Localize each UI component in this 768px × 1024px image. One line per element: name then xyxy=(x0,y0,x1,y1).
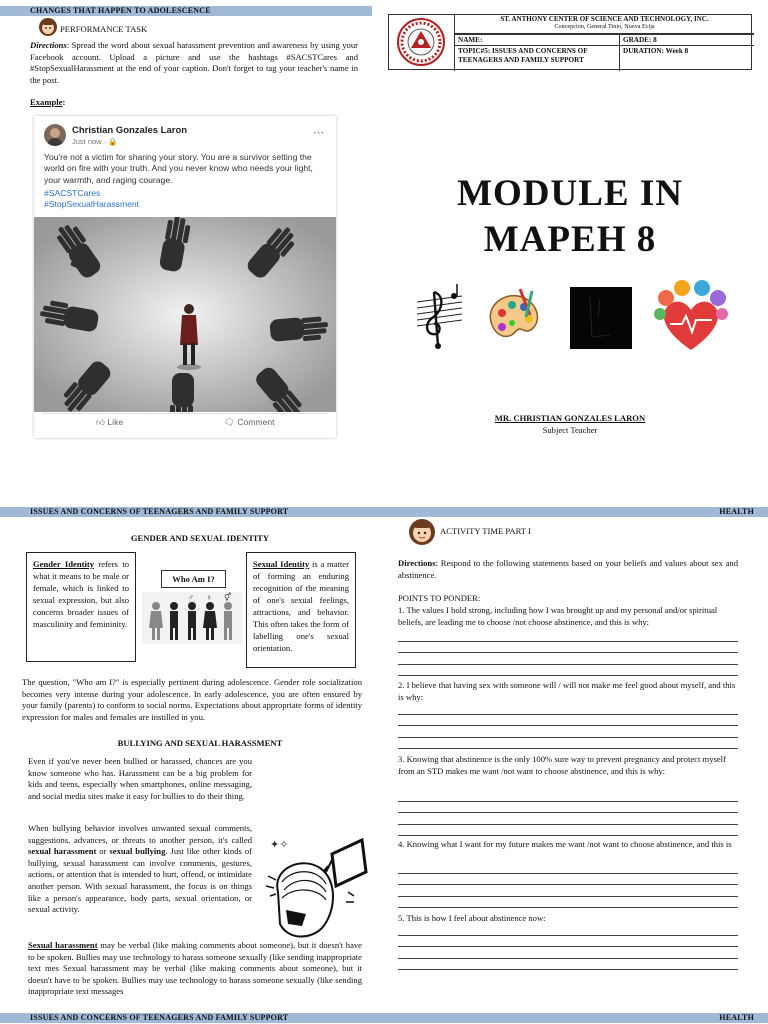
girl-avatar-icon xyxy=(38,17,58,42)
activity-directions-text: : Respond to the following statements based on your beliefs and values about sex and abstinence. xyxy=(398,558,738,580)
activity-directions xyxy=(398,558,738,581)
name-cell[interactable]: NAME: xyxy=(454,34,620,46)
gender-figures-image xyxy=(142,592,242,644)
answer-line[interactable] xyxy=(398,825,738,837)
post-hashtag-2[interactable]: #StopSexualHarassment xyxy=(44,199,140,209)
post-time-text: Just now · xyxy=(72,137,109,146)
art-palette-icon xyxy=(482,285,547,355)
lock-icon: 🔒 xyxy=(108,137,118,146)
answer-lines-4[interactable] xyxy=(398,862,738,908)
gender-identity-term: Gender Identity xyxy=(33,559,95,569)
answer-line[interactable] xyxy=(398,862,738,874)
example-label: Example: xyxy=(30,97,66,107)
answer-line[interactable] xyxy=(398,630,738,642)
school-name-cell xyxy=(454,14,754,34)
bullying-term-2: sexual bullying xyxy=(109,846,166,857)
topic-cell: TOPIC#5: ISSUES AND CONCERNS OF TEENAGERS AND FAMILY SUPPORT xyxy=(454,45,620,71)
post-body: You're not a victim for sharing your story. You are a survivor setting the world on fire with your truth. And you never know who needs your light, your warmth, and raging courage. xyxy=(44,152,313,185)
question-2: 2. I believe that having sex with someone will / will not make me feel good about myself, and this is why: xyxy=(398,680,736,702)
school-header-table xyxy=(388,14,752,70)
post-photo xyxy=(34,217,336,412)
bullying-paragraph-1: Even if you've never been bullied or harassed, chances are you know someone who has. Harassment can be a big problem for kids and teens, especially when smartphones, online messaging, and social media sites make it easy for bullies to do their thing. xyxy=(28,756,252,801)
answer-line[interactable] xyxy=(398,936,738,948)
directions-text: : Spread the word about sexual harassment prevention and awareness by using your Facebook account. Upload a picture and use the hashtags #SACSTCares and #StopSexualHarassment at the end of your caption. Don't forget to tag your teacher's name in the post. xyxy=(30,40,358,85)
directions-label: Directions xyxy=(30,40,67,50)
activity-title: ACTIVITY TIME PART I xyxy=(440,526,531,536)
post-author-name[interactable]: Christian Gonzales Laron xyxy=(72,125,188,136)
answer-line[interactable] xyxy=(398,959,738,971)
facebook-post-card xyxy=(34,116,336,438)
gender-heading: GENDER AND SEXUAL IDENTITY xyxy=(130,533,270,543)
harassment-paragraph xyxy=(28,940,362,998)
thumbs-up-icon: 👍︎ xyxy=(96,417,105,427)
question-4: 4. Knowing what I want for my future makes me want /not want to choose abstinence, and this is xyxy=(398,839,732,849)
who-am-i-label: Who Am I? xyxy=(161,570,226,588)
bottom-bar-page2-health: HEALTH xyxy=(719,1013,754,1022)
post-options-icon[interactable]: ⋯ xyxy=(313,127,324,139)
module-title-line1: MODULE IN xyxy=(457,173,683,214)
like-button[interactable] xyxy=(96,417,123,428)
post-hashtag-1[interactable]: #SACSTCares xyxy=(44,188,101,198)
question-5: 5. This is how I feel about abstinence now: xyxy=(398,913,546,923)
example-text: Example xyxy=(30,97,63,107)
answer-lines-3[interactable] xyxy=(398,790,738,836)
performance-task-title: PERFORMANCE TASK xyxy=(60,24,148,34)
bottom-bar-page2 xyxy=(0,1013,768,1023)
top-bar-page1: CHANGES THAT HAPPEN TO ADOLESCENCE xyxy=(0,6,372,16)
teacher-role: Subject Teacher xyxy=(542,425,598,435)
question-paragraph: The question, "Who am I?" is especially pertinent during adolescence. Gender role socialization becomes very intense during your adolescence. In early adolescence, you are often ensured by your family (parents) to conform to social norms. Expectations about appropriate forms of identity expression for males and females are instilled in you. xyxy=(22,677,362,722)
answer-line[interactable] xyxy=(398,738,738,750)
answer-line[interactable] xyxy=(398,715,738,727)
bullying-paragraph-2 xyxy=(28,823,252,916)
answer-line[interactable] xyxy=(398,885,738,897)
sexual-identity-def: is a matter of forming an enduring recognition of the meaning of one's sexual feelings, attractions, and behavior. This often takes the form of labelling one's sexual orientation. xyxy=(253,559,349,653)
svg-text:♂: ♂ xyxy=(188,593,194,602)
top-bar-page2-health: HEALTH xyxy=(719,507,754,516)
comment-icon: 🗨︎ xyxy=(224,417,235,427)
svg-text:♀: ♀ xyxy=(206,593,212,602)
bullying-para2-b: or xyxy=(96,846,110,857)
answer-line[interactable] xyxy=(398,790,738,802)
bullying-term-1: sexual harassment xyxy=(28,846,97,857)
school-logo xyxy=(393,17,449,67)
gender-identity-box xyxy=(26,552,136,662)
top-bar-page2 xyxy=(0,507,768,517)
bullying-para2-c: . Just like other kinds of bullying, sexual harassment can involve comments, gestures, actions, or attention that is intended to hurt, offend, or intimidate another person. With sexual harassment, the focus is on things like a person's appearance, body parts, sexual orientation, or sexual activity. xyxy=(28,846,252,915)
question-1: 1. The values I hold strong, including how I was brought up and my personal and/or spiritual beliefs, are leading me to choose /not choose abstinence, and this is why: xyxy=(398,605,718,627)
like-label: Like xyxy=(107,417,124,427)
answer-lines-5[interactable] xyxy=(398,924,738,970)
gender-identity-def: refers to what it means to be male or female, which is linked to sexual expression, but also concerns broader issues of masculinity and femininity. xyxy=(33,559,129,629)
post-divider xyxy=(42,413,328,414)
pe-black-image xyxy=(570,287,632,349)
answer-line[interactable] xyxy=(398,665,738,677)
answer-line[interactable] xyxy=(398,802,738,814)
performance-directions xyxy=(30,40,358,86)
comment-label: Comment xyxy=(237,417,275,427)
answer-lines-2[interactable] xyxy=(398,703,738,749)
svg-text:✦✧: ✦✧ xyxy=(270,839,289,851)
bottom-bar-page2-title: ISSUES AND CONCERNS OF TEENAGERS AND FAMILY SUPPORT xyxy=(30,1013,289,1022)
top-bar-page2-title: ISSUES AND CONCERNS OF TEENAGERS AND FAMILY SUPPORT xyxy=(30,507,289,516)
harassment-term: Sexual harassment xyxy=(28,940,98,950)
sexual-identity-box xyxy=(246,552,356,668)
school-name: ST. ANTHONY CENTER OF SCIENCE AND TECHNOLOGY, INC. xyxy=(500,15,709,23)
harassment-text: may be verbal (like making comments about someone), but it doesn't have to be spoken. Bullies may use technology to harass someone sexually (like sending inappropriate text mes Sexual harassment may be verbal (like making comments about someone), but it doesn't have to be spoken. Bullies may use technology to harass someone sexually (like sending inappropriate text messages xyxy=(28,940,362,997)
answer-line[interactable] xyxy=(398,813,738,825)
answer-line[interactable] xyxy=(398,726,738,738)
bullying-heading: BULLYING AND SEXUAL HARASSMENT xyxy=(117,738,283,748)
answer-line[interactable] xyxy=(398,874,738,886)
bullying-cartoon-image xyxy=(262,832,370,949)
sexual-identity-term: Sexual Identity xyxy=(253,559,310,569)
activity-directions-label: Directions xyxy=(398,558,436,568)
duration-cell: DURATION: Week 8 xyxy=(619,45,754,71)
module-title-line2: MAPEH 8 xyxy=(483,219,657,260)
bullying-para2-a: When bullying behavior involves unwanted sexual comments, suggestions, advances, or threats to another person, it's called xyxy=(28,823,252,845)
answer-line[interactable] xyxy=(398,642,738,654)
answer-line[interactable] xyxy=(398,897,738,909)
teacher-name: MR. CHRISTIAN GONZALES LARON xyxy=(494,413,646,423)
post-avatar xyxy=(44,124,66,146)
answer-line[interactable] xyxy=(398,703,738,715)
post-time xyxy=(72,137,118,146)
health-heart-icon xyxy=(652,280,730,359)
svg-text:⚥: ⚥ xyxy=(224,593,232,602)
comment-button[interactable] xyxy=(224,417,275,428)
activity-avatar-icon xyxy=(407,517,437,552)
answer-line[interactable] xyxy=(398,924,738,936)
grade-cell: GRADE: 8 xyxy=(619,34,754,46)
answer-lines-1[interactable] xyxy=(398,630,738,676)
answer-line[interactable] xyxy=(398,947,738,959)
music-note-icon xyxy=(412,282,467,357)
answer-line[interactable] xyxy=(398,653,738,665)
school-address: Concepcion, General Tinio, Nueva Ecija xyxy=(554,23,655,30)
points-heading: POINTS TO PONDER: xyxy=(398,593,481,603)
question-3: 3. Knowing that abstinence is the only 100% sure way to prevent pregnancy and protect myself from an STD makes me want /not want to choose abstinence, and this is why: xyxy=(398,754,726,776)
